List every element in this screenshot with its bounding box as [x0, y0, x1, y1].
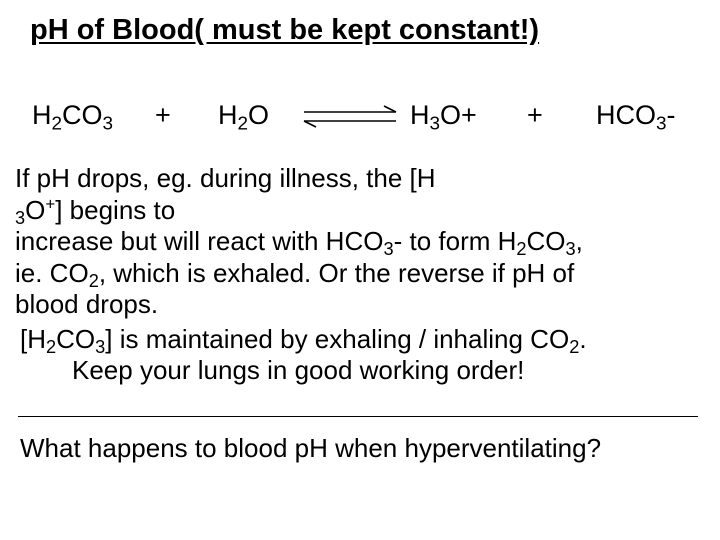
equation-product-hydronium: $H_3O+$ [410, 100, 477, 135]
maintenance-paragraph [20, 324, 587, 386]
question-text: What happens to blood pH when hyperventilating? [20, 433, 602, 463]
equation-reactant-water: $H_2O$ [218, 100, 270, 135]
equilibrium-arrow-icon [300, 104, 400, 130]
paragraph-line: $[H_2CO_3]$ is maintained by exhaling / inhaling $CO_2$. [20, 324, 587, 358]
paragraph-line: Keep your lungs in good working order! [72, 355, 525, 385]
paragraph-line: blood drops. [15, 289, 159, 319]
divider [18, 416, 698, 417]
equation-product-bicarbonate: $HCO_3-$ [596, 100, 676, 135]
page-title: pH of Blood( must be kept constant!) [30, 14, 540, 46]
explanation-paragraph [15, 163, 715, 321]
equation-reactant-carbonic-acid: $H_2CO_3$ [32, 100, 114, 135]
paragraph-line: If pH drops, eg. during illness, the [H $_3$O+] begins to [15, 163, 436, 228]
equation-plus-sign: + [155, 100, 171, 130]
paragraph-line: ie. $CO_2$, which is exhaled. Or the reverse if pH of [15, 257, 575, 291]
equation-plus-sign: + [527, 100, 543, 130]
paragraph-line: increase but will react with $HCO_3-$ to form $H_2CO_3$, [15, 226, 583, 260]
